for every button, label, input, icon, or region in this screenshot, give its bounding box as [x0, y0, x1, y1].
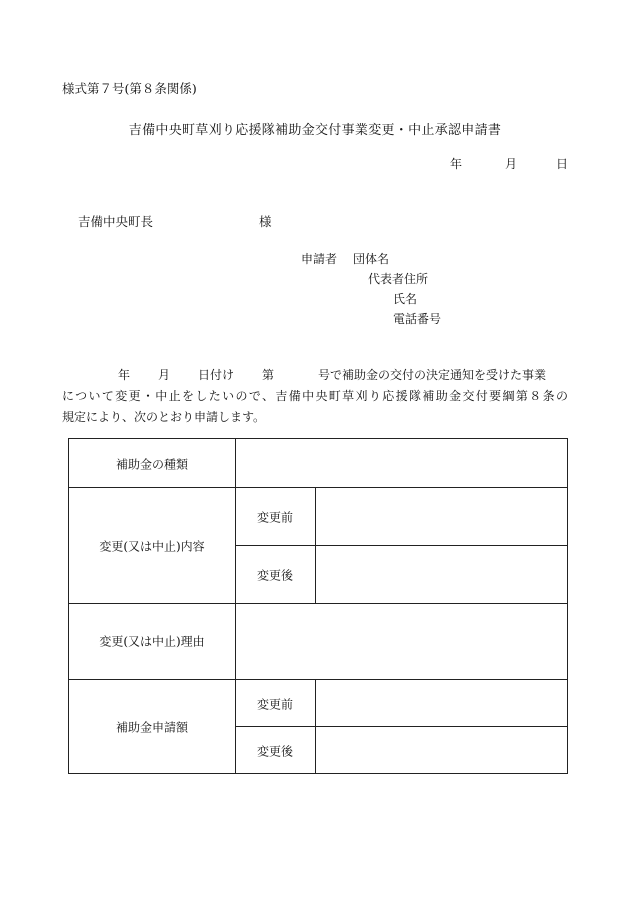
change-content-after-label: 変更後: [256, 568, 294, 583]
body-line-1-rest: 号で補助金の交付の決定通知を受けた事業: [318, 368, 547, 382]
applicant-label: 申請者: [301, 252, 338, 266]
body-month: 月: [158, 368, 171, 382]
body-number-prefix: 第: [262, 368, 275, 382]
application-table: [68, 438, 568, 774]
change-content-before-label: 変更前: [256, 510, 294, 525]
subsidy-type-label: 補助金の種類: [115, 457, 189, 472]
change-content-before-value-cell[interactable]: [316, 488, 567, 545]
addressee-honorific: 様: [259, 214, 272, 229]
change-content-after-value-cell[interactable]: [316, 546, 567, 603]
date-day-label: 日: [556, 157, 569, 171]
form-number: 様式第７号(第８条関係): [62, 81, 197, 96]
addressee-name: 吉備中央町長: [78, 214, 154, 229]
body-year: 年: [118, 368, 131, 382]
body-dated: 日付け: [198, 368, 235, 382]
document-title: 吉備中央町草刈り応援隊補助金交付事業変更・中止承認申請書: [128, 123, 502, 138]
phone-label: 電話番号: [393, 312, 442, 326]
subsidy-amount-before-label: 変更前: [256, 697, 294, 712]
change-content-label: 変更(又は中止)内容: [99, 539, 205, 554]
change-reason-label: 変更(又は中止)理由: [99, 634, 205, 649]
name-label: 氏名: [393, 292, 418, 306]
subsidy-amount-after-value-cell[interactable]: [316, 727, 567, 773]
subsidy-amount-label: 補助金申請額: [115, 720, 189, 735]
change-reason-value-cell[interactable]: [236, 604, 567, 679]
subsidy-amount-after-label: 変更後: [256, 744, 294, 759]
date-month-label: 月: [505, 157, 518, 171]
org-name-label: 団体名: [353, 252, 390, 266]
rep-address-label: 代表者住所: [368, 272, 429, 286]
body-line-2: について変更・中止をしたいので、吉備中央町草刈り応援隊補助金交付要綱第８条の: [62, 389, 568, 403]
body-line-3: 規定により、次のとおり申請します。: [62, 410, 266, 424]
subsidy-type-value-cell[interactable]: [236, 439, 567, 487]
subsidy-amount-before-value-cell[interactable]: [316, 680, 567, 726]
date-year-label: 年: [450, 157, 463, 171]
